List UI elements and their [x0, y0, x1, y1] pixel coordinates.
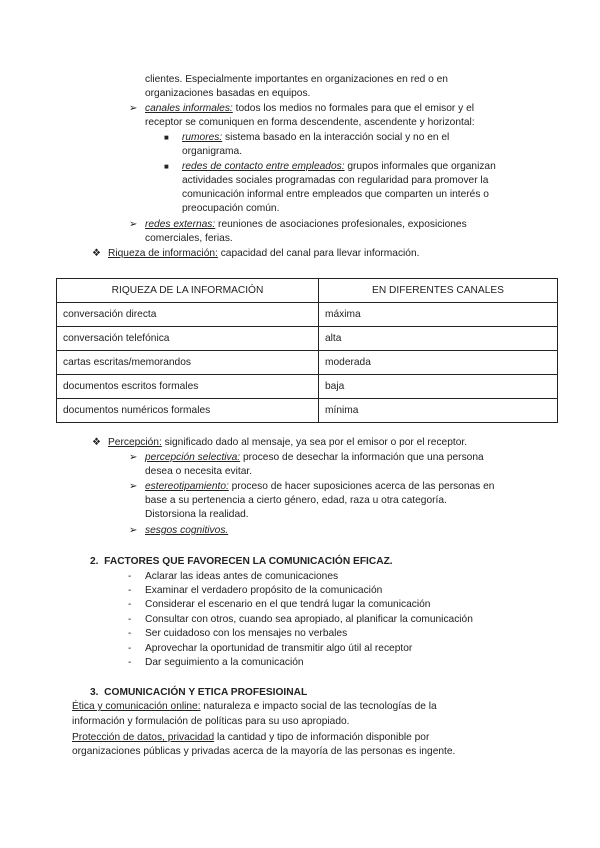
text-line: clientes. Especialmente importantes en organizaciones en red o en	[145, 74, 448, 85]
table-cell: conversación telefónica	[57, 327, 319, 351]
text-line: comunicación informal entre empleados que comparten un interés o	[182, 189, 489, 200]
definition: naturaleza e impacto social de las tecnologías de la	[200, 701, 437, 712]
table-header-cell: EN DIFERENTES CANALES	[319, 279, 558, 303]
term: Riqueza de información:	[108, 248, 218, 259]
riqueza-table	[56, 278, 558, 423]
table-cell: documentos escritos formales	[57, 375, 319, 399]
term: sesgos cognitivos.	[145, 525, 229, 536]
text-line: base a su pertenencia a cierto género, edad, raza u otra categoría.	[145, 495, 447, 506]
redes-contacto-item	[182, 160, 496, 174]
list-item: Dar seguimiento a la comunicación	[145, 657, 304, 668]
term: redes externas:	[145, 219, 216, 230]
list-item: Examinar el verdadero propósito de la comunicación	[145, 585, 383, 596]
definition: sistema basado en la interacción social y no en el	[222, 132, 450, 143]
arrow-bullet-icon: ➢	[129, 452, 138, 463]
text-line: organizaciones basadas en equipos.	[145, 88, 311, 99]
term: canales informales:	[145, 103, 233, 114]
arrow-bullet-icon: ➢	[129, 481, 138, 492]
term: redes de contacto entre empleados:	[182, 161, 345, 172]
list-item: Aprovechar la oportunidad de transmitir algo útil al receptor	[145, 643, 413, 654]
dash-bullet-icon: -	[128, 643, 132, 654]
text-line: actividades sociales programadas con regularidad para promover la	[182, 175, 489, 186]
definition: capacidad del canal para llevar información.	[217, 248, 420, 259]
dash-bullet-icon: -	[128, 628, 132, 639]
percepcion-item	[108, 436, 467, 450]
percepcion-selectiva-item	[145, 451, 484, 465]
canales-informales-item	[145, 102, 474, 116]
table-cell: moderada	[319, 351, 558, 375]
table-cell: cartas escritas/memorandos	[57, 351, 319, 375]
section-2-heading	[90, 555, 393, 569]
definition: todos los medios no formales para que el emisor y el	[232, 103, 475, 114]
table-row	[57, 303, 558, 327]
table-cell: mínima	[319, 399, 558, 423]
arrow-bullet-icon: ➢	[129, 103, 138, 114]
section-title: COMUNICACIÓN Y ETICA PROFESIOINAL	[104, 687, 308, 698]
list-item: Ser cuidadoso con los mensajes no verbales	[145, 628, 348, 639]
dash-bullet-icon: -	[128, 599, 132, 610]
text-line: preocupación común.	[182, 203, 280, 214]
text-line: organigrama.	[182, 146, 243, 157]
text-line: información y formulación de políticas para su uso apropiado.	[72, 716, 350, 727]
table-header-cell: RIQUEZA DE LA INFORMACIÓN	[57, 279, 319, 303]
definition: reuniones de asociaciones profesionales, exposiciones	[215, 219, 467, 230]
diamond-bullet-icon: ❖	[92, 437, 101, 448]
riqueza-item	[108, 247, 419, 261]
section-number: 2.	[90, 556, 99, 567]
term: estereotipamiento:	[145, 481, 229, 492]
square-bullet-icon: ■	[164, 133, 169, 142]
rumores-item	[182, 131, 449, 145]
table-cell: alta	[319, 327, 558, 351]
etica-item	[72, 700, 437, 714]
term: Percepción:	[108, 437, 162, 448]
arrow-bullet-icon: ➢	[129, 525, 138, 536]
term: Protección de datos, privacidad	[72, 732, 215, 743]
text-line: desea o necesita evitar.	[145, 466, 253, 477]
text-line: Distorsiona la realidad.	[145, 509, 249, 520]
table-cell: baja	[319, 375, 558, 399]
proteccion-item	[72, 731, 429, 745]
dash-bullet-icon: -	[128, 571, 132, 582]
section-number: 3.	[90, 687, 99, 698]
definition: proceso de hacer suposiciones acerca de las personas en	[228, 481, 495, 492]
arrow-bullet-icon: ➢	[129, 219, 138, 230]
table-row	[57, 399, 558, 423]
table-row	[57, 375, 558, 399]
table-row	[57, 327, 558, 351]
table-row	[57, 351, 558, 375]
text-line: organizaciones públicas y privadas acerca de la mayoría de las personas es ingente.	[72, 746, 456, 757]
section-title: FACTORES QUE FAVORECEN LA COMUNICACIÓN EFICAZ.	[104, 556, 393, 567]
sesgos-item	[145, 524, 228, 538]
list-item: Considerar el escenario en el que tendrá lugar la comunicación	[145, 599, 431, 610]
table-header-row	[57, 279, 558, 303]
dash-bullet-icon: -	[128, 585, 132, 596]
term: Ética y comunicación online:	[72, 701, 201, 712]
term: rumores:	[182, 132, 223, 143]
definition: grupos informales que organizan	[344, 161, 496, 172]
table-cell: conversación directa	[57, 303, 319, 327]
table-cell: máxima	[319, 303, 558, 327]
diamond-bullet-icon: ❖	[92, 248, 101, 259]
term: percepción selectiva:	[145, 452, 241, 463]
table-cell: documentos numéricos formales	[57, 399, 319, 423]
definition: proceso de desechar la información que una persona	[240, 452, 484, 463]
list-item: Aclarar las ideas antes de comunicaciones	[145, 571, 339, 582]
definition: significado dado al mensaje, ya sea por el emisor o por el receptor.	[161, 437, 468, 448]
estereotipamiento-item	[145, 480, 494, 494]
dash-bullet-icon: -	[128, 614, 132, 625]
definition: la cantidad y tipo de información disponible por	[214, 732, 430, 743]
text-line: receptor se comuniquen en forma descendente, ascendente y horizontal:	[145, 117, 475, 128]
redes-externas-item	[145, 218, 467, 232]
square-bullet-icon: ■	[164, 162, 169, 171]
text-line: comerciales, ferias.	[145, 233, 233, 244]
dash-bullet-icon: -	[128, 657, 132, 668]
list-item: Consultar con otros, cuando sea apropiado, al planificar la comunicación	[145, 614, 473, 625]
section-3-heading	[90, 686, 307, 700]
